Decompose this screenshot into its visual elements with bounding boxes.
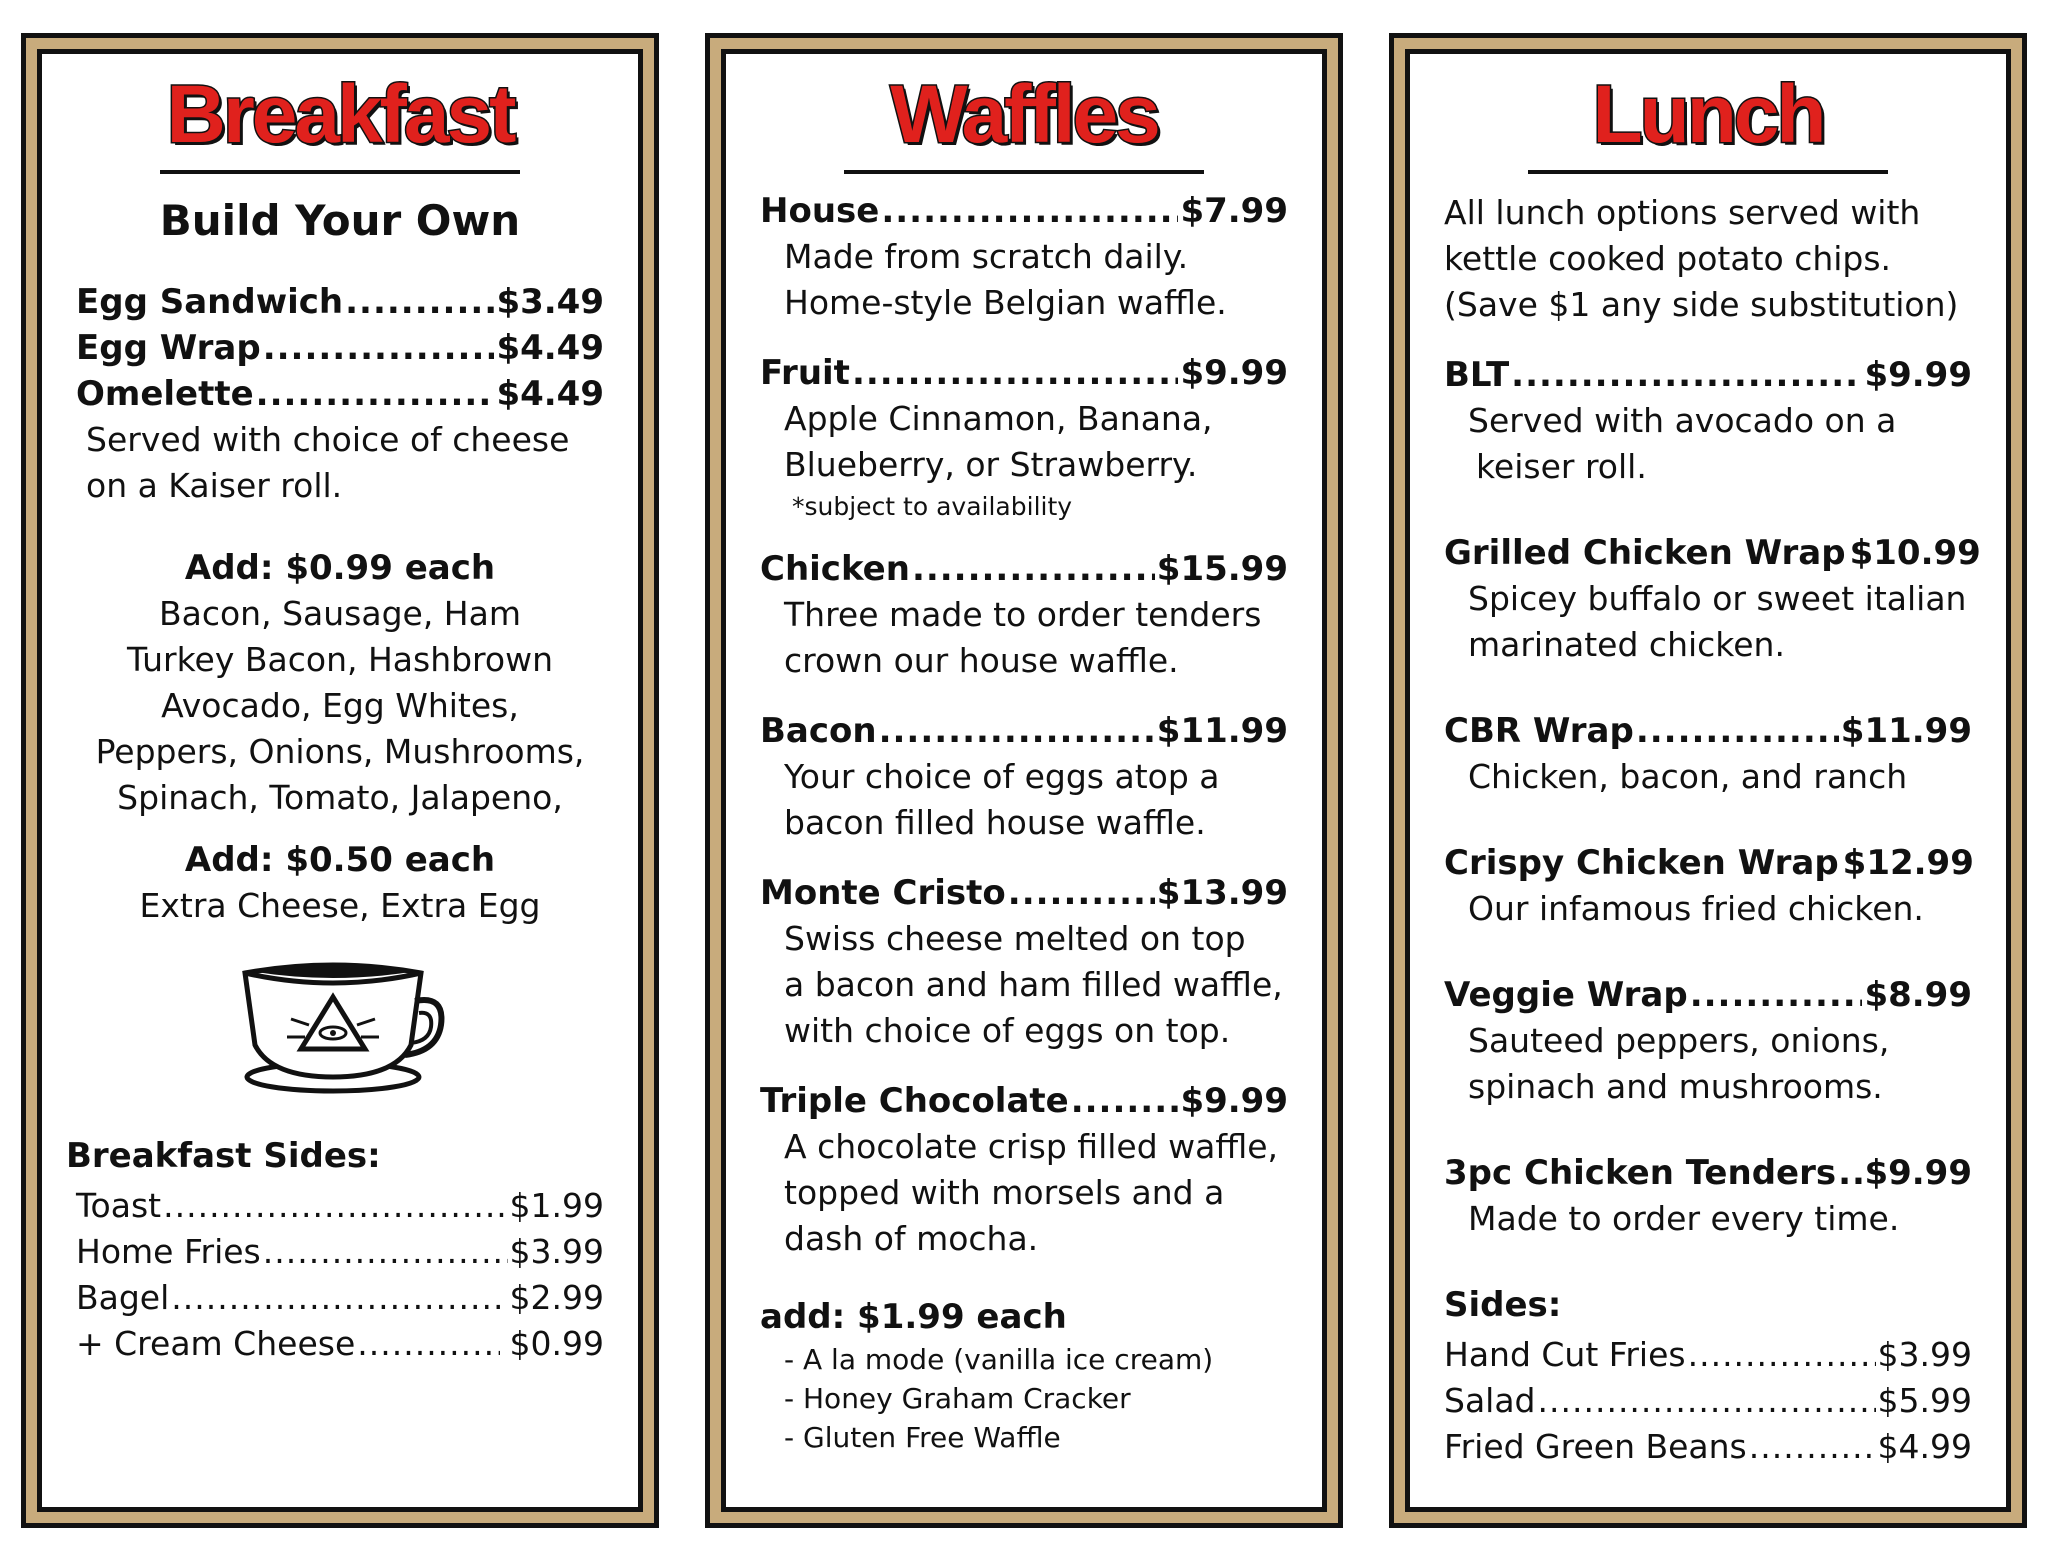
waffles-panel-inner (721, 49, 1327, 1512)
item-description: Our infamous fried chicken. (1468, 889, 1924, 928)
add-on-line: - Gluten Free Waffle (784, 1421, 1061, 1454)
lunch-item-header (1444, 840, 1972, 886)
menu-item (76, 371, 604, 417)
item-name: CBR Wrap (1444, 711, 1634, 751)
item-description: keiser roll. (1476, 447, 1647, 486)
extras-line: Extra Cheese, Extra Egg (139, 886, 541, 925)
breakfast-sides-heading: Breakfast Sides: (66, 1136, 381, 1176)
lunch-item-header (1444, 352, 1972, 398)
side-item (76, 1321, 604, 1367)
item-name: BLT (1444, 355, 1510, 395)
coffee-cup-eye-triangle-icon (235, 959, 445, 1099)
item-name: Crispy Chicken Wrap (1444, 843, 1839, 883)
item-price: $9.99 (1864, 355, 1972, 395)
lunch-item (1444, 972, 1972, 1110)
waffle-item-header (760, 870, 1288, 916)
add-ons-section (76, 545, 604, 821)
item-name: Triple Chocolate (760, 1081, 1069, 1121)
extras-heading: Add: $0.50 each (184, 840, 496, 880)
item-description: Sauteed peppers, onions, (1468, 1021, 1890, 1060)
intro-line: (Save $1 any side substitution) (1444, 285, 1959, 324)
item-name: Monte Cristo (760, 873, 1006, 913)
waffle-item (760, 350, 1288, 526)
waffle-item (760, 1078, 1288, 1262)
item-name: Egg Wrap (76, 328, 261, 368)
item-name: Fruit (760, 353, 850, 393)
item-description: Spicey buffalo or sweet italian (1468, 579, 1967, 618)
lunch-panel-inner (1405, 49, 2011, 1512)
add-on-line: Avocado, Egg Whites, (161, 686, 519, 725)
leader-dots (357, 1321, 499, 1367)
item-description: Made to order every time. (1468, 1199, 1900, 1238)
item-price: $15.99 (1156, 549, 1288, 589)
menu-item (76, 325, 604, 371)
item-description: Served with choice of cheese (86, 420, 570, 459)
side-name: Toast (76, 1186, 162, 1225)
leader-dots (345, 279, 494, 325)
item-name: 3pc Chicken Tenders (1444, 1153, 1837, 1193)
leader-dots (263, 325, 495, 371)
item-name: Grilled Chicken Wrap (1444, 533, 1846, 573)
menu-item (76, 279, 604, 325)
lunch-item-header (1444, 708, 1972, 754)
add-on-line: Peppers, Onions, Mushrooms, (95, 732, 585, 771)
leader-dots (852, 350, 1179, 396)
side-price: $4.99 (1877, 1427, 1972, 1466)
waffle-add-ons-heading: add: $1.99 each (760, 1297, 1067, 1337)
item-description: Swiss cheese melted on top (784, 919, 1246, 958)
lunch-item (1444, 530, 1981, 668)
item-description: marinated chicken. (1468, 625, 1785, 664)
side-item (1444, 1424, 1972, 1470)
breakfast-panel-inner (37, 49, 643, 1512)
item-description: Made from scratch daily. (784, 237, 1189, 276)
waffle-item (760, 546, 1288, 684)
leader-dots (1688, 1332, 1876, 1378)
item-description: spinach and mushrooms. (1468, 1067, 1883, 1106)
item-name: House (760, 191, 880, 231)
leader-dots (1071, 1078, 1179, 1124)
item-name: Bacon (760, 711, 877, 751)
breakfast-sides-list (76, 1183, 604, 1367)
waffle-item-header (760, 546, 1288, 592)
breakfast-subtitle: Build Your Own (159, 196, 521, 245)
item-price: $12.99 (1842, 843, 1974, 883)
item-description: on a Kaiser roll. (86, 466, 343, 505)
item-description: Apple Cinnamon, Banana, (784, 399, 1213, 438)
leader-dots (912, 546, 1155, 592)
add-on-line: Bacon, Sausage, Ham (158, 594, 521, 633)
side-item (1444, 1378, 1972, 1424)
waffles-title: Waffles (890, 69, 1158, 160)
waffle-item-header (760, 1078, 1288, 1124)
add-ons-heading: Add: $0.99 each (184, 548, 496, 588)
breakfast-title: Breakfast (166, 69, 514, 160)
side-name: + Cream Cheese (76, 1324, 356, 1363)
lunch-item (1444, 840, 1972, 932)
item-price: $9.99 (1180, 1081, 1288, 1121)
item-price: $9.99 (1864, 1153, 1972, 1193)
breakfast-items (76, 279, 604, 509)
side-name: Bagel (76, 1278, 170, 1317)
waffles-panel (705, 33, 1343, 1528)
lunch-item (1444, 708, 1972, 800)
lunch-item-header (1444, 1150, 1972, 1196)
side-price: $3.99 (509, 1232, 604, 1271)
item-description: Home-style Belgian waffle. (784, 283, 1227, 322)
item-price: $4.49 (496, 328, 604, 368)
side-item (1444, 1332, 1972, 1378)
waffle-item-header (760, 708, 1288, 754)
item-description: Blueberry, or Strawberry. (784, 445, 1198, 484)
item-name: Chicken (760, 549, 910, 589)
item-price: $4.49 (496, 374, 604, 414)
item-price: $7.99 (1180, 191, 1288, 231)
lunch-sides-heading: Sides: (1444, 1285, 1562, 1325)
side-price: $0.99 (509, 1324, 604, 1363)
title-divider (844, 170, 1204, 174)
item-description: Three made to order tenders (784, 595, 1262, 634)
side-item (76, 1275, 604, 1321)
title-divider (160, 170, 520, 174)
item-description: A chocolate crisp filled waffle, (784, 1127, 1279, 1166)
item-price: $10.99 (1849, 533, 1981, 573)
leader-dots (256, 371, 495, 417)
side-name: Home Fries (76, 1232, 261, 1271)
add-on-line: Turkey Bacon, Hashbrown (126, 640, 553, 679)
waffle-item (760, 188, 1288, 326)
waffle-item-header (760, 350, 1288, 396)
item-name: Omelette (76, 374, 254, 414)
add-on-line: - Honey Graham Cracker (784, 1382, 1131, 1415)
item-description: dash of mocha. (784, 1219, 1039, 1258)
leader-dots (1008, 870, 1155, 916)
leader-dots (1838, 1150, 1862, 1196)
waffle-item-header (760, 188, 1288, 234)
lunch-title: Lunch (1592, 69, 1824, 160)
item-description: Your choice of eggs atop a (784, 757, 1220, 796)
side-name: Salad (1444, 1381, 1536, 1420)
side-item (76, 1183, 604, 1229)
side-item (76, 1229, 604, 1275)
intro-line: All lunch options served with (1444, 193, 1921, 232)
side-price: $1.99 (509, 1186, 604, 1225)
lunch-item-header (1444, 972, 1972, 1018)
item-description: crown our house waffle. (784, 641, 1179, 680)
leader-dots (171, 1275, 507, 1321)
item-price: $3.49 (496, 282, 604, 322)
availability-note: *subject to availability (792, 492, 1073, 521)
leader-dots (163, 1183, 507, 1229)
leader-dots (879, 708, 1155, 754)
lunch-item (1444, 1150, 1972, 1242)
add-on-line: - A la mode (vanilla ice cream) (784, 1343, 1214, 1376)
leader-dots (1538, 1378, 1876, 1424)
item-price: $9.99 (1180, 353, 1288, 393)
lunch-panel (1389, 33, 2027, 1528)
side-price: $3.99 (1877, 1335, 1972, 1374)
item-description: Served with avocado on a (1468, 401, 1897, 440)
lunch-item (1444, 352, 1972, 490)
item-description: a bacon and ham filled waffle, (784, 965, 1283, 1004)
lunch-intro (1444, 190, 1972, 328)
item-description: bacon filled house waffle. (784, 803, 1206, 842)
leader-dots (1511, 352, 1862, 398)
item-price: $11.99 (1156, 711, 1288, 751)
title-divider (1528, 170, 1888, 174)
extras-section (76, 837, 604, 929)
leader-dots (1690, 972, 1863, 1018)
side-name: Fried Green Beans (1444, 1427, 1747, 1466)
leader-dots (1636, 708, 1839, 754)
leader-dots (881, 188, 1178, 234)
side-price: $5.99 (1877, 1381, 1972, 1420)
leader-dots (263, 1229, 508, 1275)
item-price: $13.99 (1156, 873, 1288, 913)
leader-dots (1749, 1424, 1876, 1470)
add-on-line: Spinach, Tomato, Jalapeno, (117, 778, 563, 817)
lunch-sides-list (1444, 1332, 1972, 1470)
item-price: $11.99 (1840, 711, 1972, 751)
waffle-item (760, 870, 1288, 1054)
item-description: topped with morsels and a (784, 1173, 1225, 1212)
lunch-item-header (1444, 530, 1981, 576)
item-name: Egg Sandwich (76, 282, 344, 322)
item-name: Veggie Wrap (1444, 975, 1688, 1015)
side-price: $2.99 (509, 1278, 604, 1317)
intro-line: kettle cooked potato chips. (1444, 239, 1892, 278)
waffle-add-ons (760, 1294, 1288, 1457)
breakfast-panel (21, 33, 659, 1528)
item-description: with choice of eggs on top. (784, 1011, 1231, 1050)
item-price: $8.99 (1864, 975, 1972, 1015)
item-description: Chicken, bacon, and ranch (1468, 757, 1908, 796)
side-name: Hand Cut Fries (1444, 1335, 1686, 1374)
waffle-item (760, 708, 1288, 846)
